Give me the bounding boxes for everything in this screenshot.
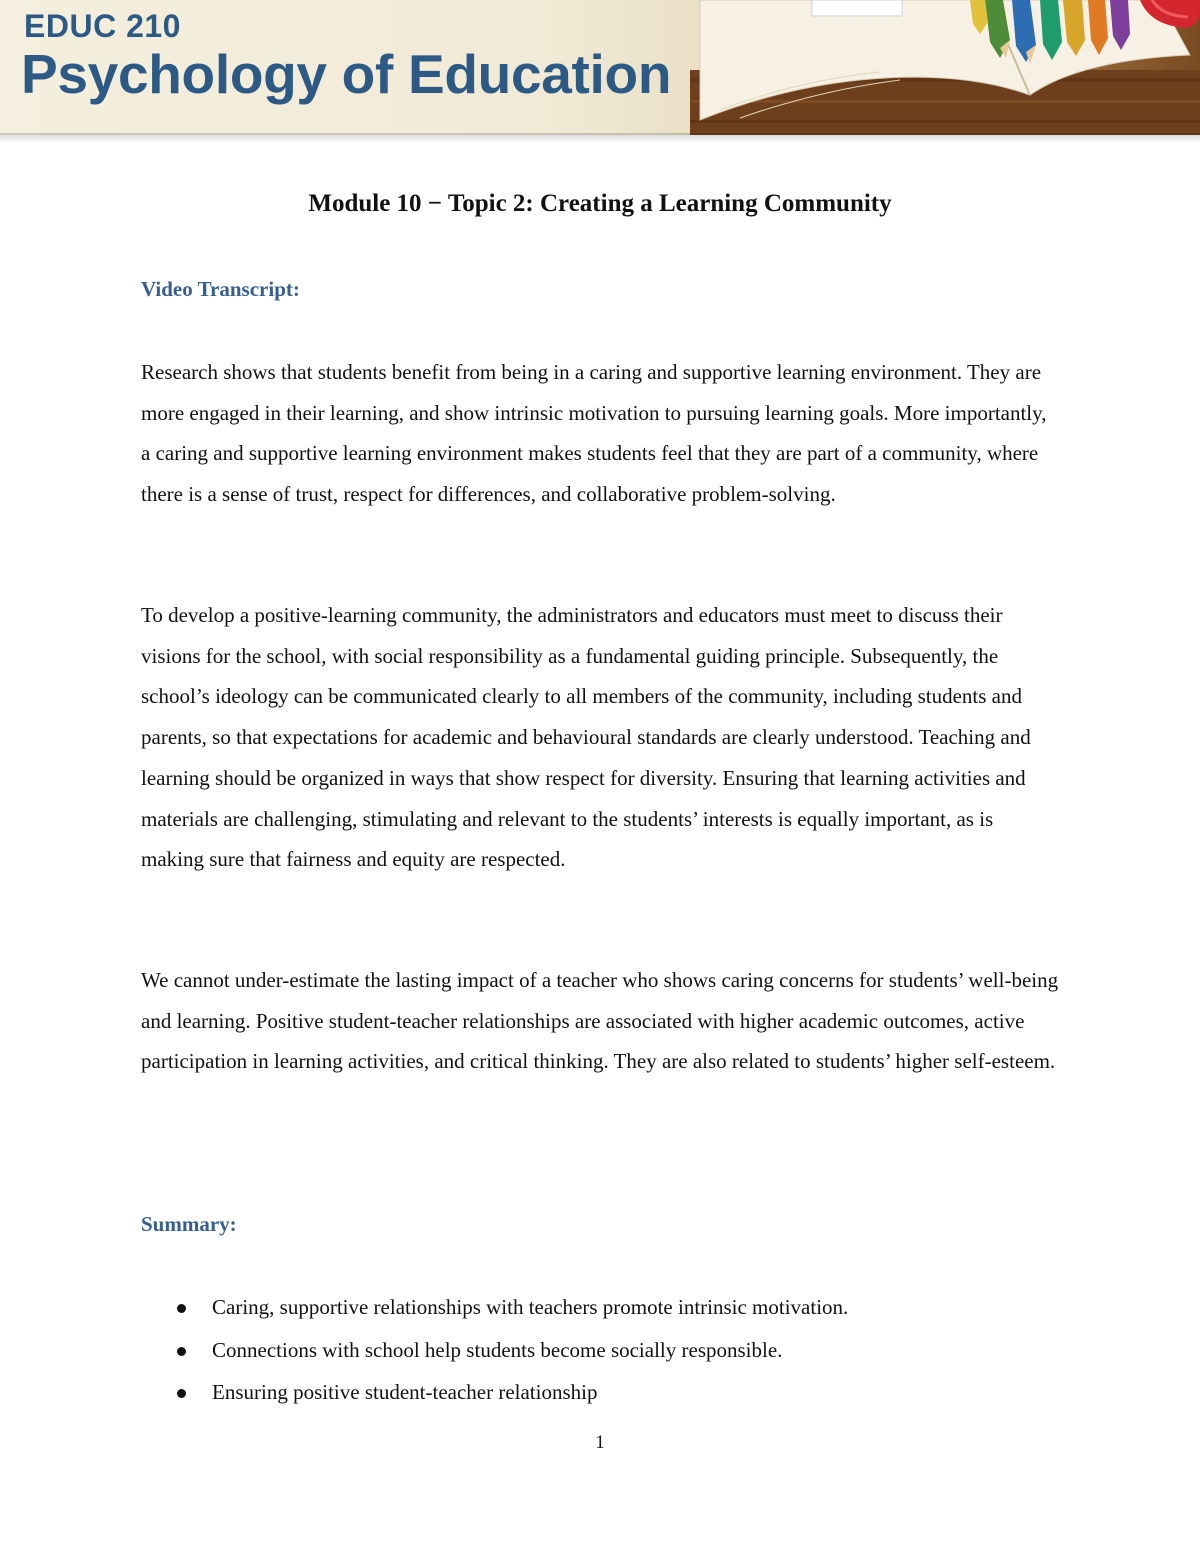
transcript-paragraph-2: To develop a positive-learning community, the administrators and educators must meet to discuss their visions for the school, with social responsibility as a fundamental guiding principle. Subsequently, the school’s ideology can be communicated clearly to all members of the community, including students and parents, so that expectations for academic and behavioural standards are clearly understood. Teaching and learning should be organized in ways that show respect for diversity. Ensuring that learning activities and materials are challenging, stimulating and relevant to the students’ interests is equally important, as is making sure that fairness and equity are respected. bbox=[141, 603, 1031, 872]
summary-item-text: Caring, supportive relationships with teachers promote intrinsic motivation. bbox=[212, 1295, 849, 1319]
list-item bbox=[141, 1374, 1061, 1417]
summary-item-text: Connections with school help students become socially responsible. bbox=[212, 1337, 783, 1362]
banner-shadow bbox=[0, 133, 1200, 143]
page-title: Module 10 − Topic 2: Creating a Learning Community bbox=[308, 190, 892, 217]
summary-item-text: Ensuring positive student-teacher relationship bbox=[212, 1380, 598, 1404]
bullet-icon bbox=[177, 1389, 186, 1398]
page-number: 1 bbox=[595, 1432, 605, 1453]
transcript-paragraph-1: Research shows that students benefit from being in a caring and supportive learning environment. They are more engaged in their learning, and show intrinsic motivation to pursuing learning goals. More importantly, a caring and supportive learning environment makes students feel that they are part of a community, where there is a sense of trust, respect for differences, and collaborative problem-solving. bbox=[141, 360, 1047, 507]
list-item bbox=[141, 1332, 1061, 1375]
course-title: Psychology of Education bbox=[21, 43, 672, 105]
summary-heading: Summary: bbox=[141, 1212, 237, 1236]
summary-list bbox=[141, 1289, 1061, 1417]
paper-box bbox=[812, 0, 902, 16]
header-banner bbox=[0, 0, 1200, 135]
transcript-paragraph-3: We cannot under-estimate the lasting impact of a teacher who shows caring concerns for students’ well-being and learning. Positive student-teacher relationships are associated with higher academic outcomes, active participation in learning activities, and critical thinking. They are also related to students’ higher self-esteem. bbox=[141, 968, 1059, 1074]
bullet-icon bbox=[177, 1347, 186, 1356]
bullet-icon bbox=[177, 1304, 186, 1313]
course-code: EDUC 210 bbox=[24, 8, 181, 44]
list-item bbox=[141, 1289, 1061, 1332]
video-transcript-heading: Video Transcript: bbox=[141, 277, 300, 301]
